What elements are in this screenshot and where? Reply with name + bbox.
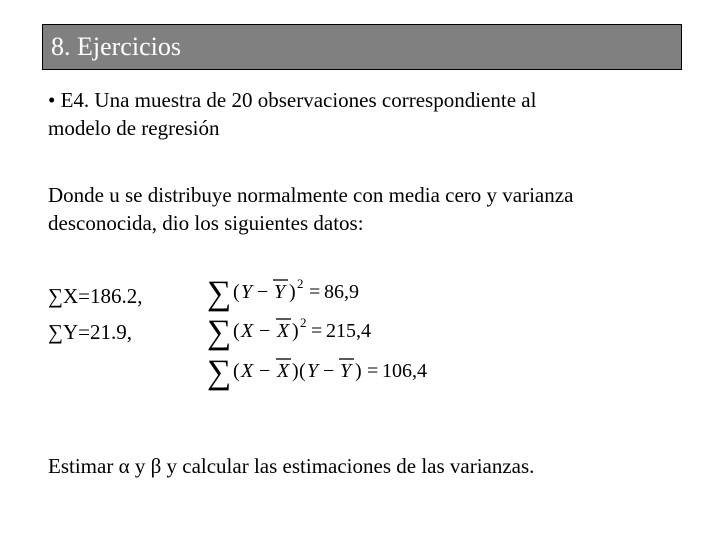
open-paren: ( [233,281,240,303]
formula-2-value: 215,4 [326,320,371,342]
close-paren: ) [355,360,362,382]
close-paren: ) [292,320,299,342]
slide-title-bar [42,24,682,70]
sigma-symbol: ∑ [207,354,232,391]
task-instruction: Estimar α y β y calcular las estimaciones de las varianzas. [48,454,535,478]
minus-sign: − [259,360,271,382]
formula-3-value: 106,4 [382,360,427,382]
minus-sign: − [323,360,335,382]
close-paren: ) [292,360,299,382]
var-y-bar: Y [340,360,352,382]
sum-y-value: ∑Y=21.9, [48,320,132,344]
var-y: Y [241,281,253,303]
var-x: X [241,360,254,382]
var-y: Y [307,360,319,382]
sum-x-value: ∑X=186.2, [48,284,143,308]
formula-sum-sq-x [207,314,371,351]
formula-sum-sq-y [207,275,359,312]
minus-sign: − [259,320,271,342]
sigma-symbol: ∑ [207,275,232,312]
description-line-1: Donde u se distribuye normalmente con media cero y varianza [48,183,574,207]
equals-sign: = [309,281,321,303]
formula-1-value: 86,9 [324,281,359,303]
open-paren: ( [299,360,306,382]
bullet-symbol: • [48,88,56,112]
exercise-statement-text: E4. Una muestra de 20 observaciones correspondiente al [60,88,537,112]
open-paren: ( [233,320,240,342]
formula-sum-cross-xy [207,354,427,391]
var-x-bar: X [277,360,290,382]
description-line-2: desconocida, dio los siguientes datos: [48,211,364,235]
exponent-2: 2 [300,315,307,330]
exponent-2: 2 [297,276,304,291]
exercise-statement-line-1 [48,86,536,114]
slide-title: 8. Ejercicios [51,32,181,61]
var-x-bar: X [277,320,290,342]
close-paren: ) [289,281,296,303]
var-x: X [241,320,254,342]
sigma-symbol: ∑ [207,314,232,351]
var-y-bar: Y [274,281,286,303]
minus-sign: − [257,281,269,303]
exercise-statement-line-2: modelo de regresión [48,116,220,140]
open-paren: ( [233,360,240,382]
equals-sign: = [367,360,379,382]
equals-sign: = [311,320,323,342]
formula-block [205,270,475,400]
